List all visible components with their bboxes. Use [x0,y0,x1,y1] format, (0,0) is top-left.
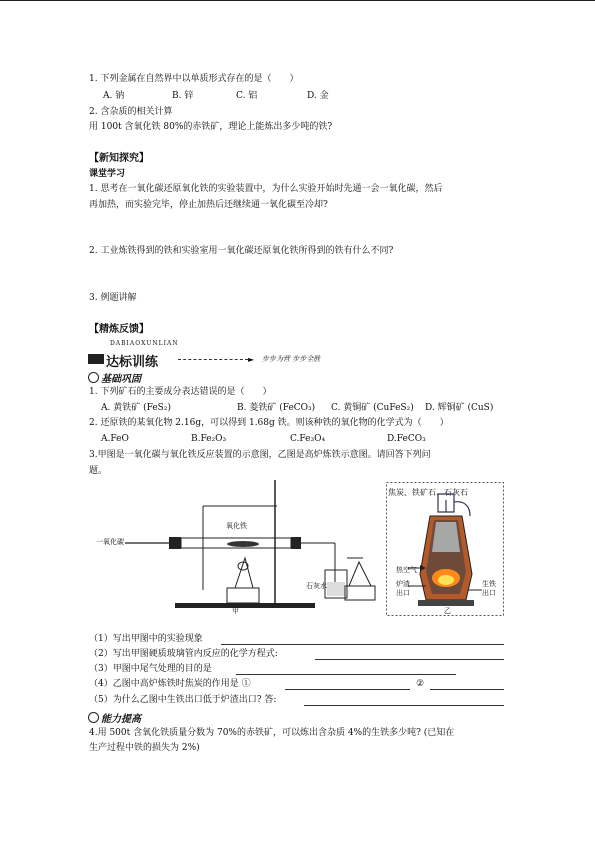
q1-option-a: A. 钠 [103,91,125,101]
nk-question-1-line1: 1. 思考在一氧化碳还原氧化铁的实验装置中，为什么实验开始时先通一会一氧化碳，然后 [89,184,443,194]
answer-line-4b[interactable] [430,689,504,690]
q3-sub-5: （5）为什么乙图中生铁出口低于炉渣出口? 答: [89,695,277,705]
new-knowledge-heading: 【新知探究】 [89,153,149,164]
label-hot-air: 热空气 [396,566,417,574]
fb-q1-option-c: C. 黄铜矿 (CuFeS₂) [331,403,414,413]
label-fig-yi: 乙 [444,607,451,615]
circle-two: ② [416,679,425,689]
label-slag-outlet: 炉渣出口 [396,580,410,597]
banner-title: 达标训练 [106,355,159,370]
fb-q2-option-a: A.FeO [101,434,129,444]
label-furnace-input: 焦炭、铁矿石、石灰石 [388,488,468,497]
arrow-right-icon: ► [248,355,255,364]
feedback-heading: 【精炼反馈】 [89,324,149,335]
basic-section-label: 基础巩固 [101,374,141,385]
answer-line-1[interactable] [221,644,504,645]
circle-icon [88,712,99,723]
nk-question-1-line2: 再加热，而实验完毕，停止加热后还继续通一氧化碳至冷却? [89,200,328,210]
q1-option-c: C. 铝 [236,91,258,101]
fb-question-2-text: 2. 还原铁的某氧化物 2.16g，可以得到 1.68g 铁。则该种铁的氧化物的化学式为（ ） [89,418,449,428]
fb-question-4-line2: 生产过程中铁的损失为 2%) [89,743,200,753]
label-limewater: 石灰水 [306,582,327,590]
fb-q1-option-a: A. 黄铁矿 (FeS₂) [101,403,171,413]
fb-q2-option-d: D.FeCO₃ [387,434,426,444]
banner-dashed-line [178,359,248,360]
q1-option-b: B. 锌 [172,91,194,101]
label-fig-jia: 甲 [232,607,239,615]
training-banner [88,340,334,370]
question-1-text: 1. 下列金属在自然界中以单质形式存在的是（ ） [89,74,299,84]
top-rule [0,0,595,1]
fb-question-4-line1: 4.用 500t 含氧化铁质量分数为 70%的赤铁矿，可以炼出含杂质 4%的生铁多少吨? (已知在 [89,728,455,738]
improve-section-tag [88,710,141,725]
class-study-subheading: 课堂学习 [89,169,126,179]
circle-icon [88,372,99,383]
answer-line-2[interactable] [315,659,504,660]
fb-q2-option-c: C.Fe₃O₄ [290,434,326,444]
nk-question-3: 3. 例题讲解 [89,293,137,303]
fb-question-1-text: 1. 下列矿石的主要成分表达错误的是（ ） [89,387,272,397]
basic-section-tag [88,370,141,385]
fb-q1-option-b: B. 菱铁矿 (FeCO₃) [237,403,316,413]
answer-line-4a[interactable] [285,689,410,690]
nk-question-2: 2. 工业炼铁得到的铁和实验室用一氧化碳还原氧化铁所得到的铁有什么不同? [89,246,394,256]
fb-question-3-line1: 3.甲图是一氧化碳与氧化铁反应装置的示意图，乙图是高炉炼铁示意图。请回答下列问 [89,450,431,460]
question-2-title: 2. 含杂质的相关计算 [89,107,173,117]
fb-q2-option-b: B.Fe₂O₃ [191,434,227,444]
question-2-text: 用 100t 含氧化铁 80%的赤铁矿，理论上能炼出多少吨的铁? [89,122,333,132]
q3-sub-4: （4）乙图中高炉炼铁时焦炭的作用是 ① [89,679,251,689]
label-pig-iron-outlet: 生铁出口 [482,580,496,597]
banner-pinyin: DABIAOXUNLIAN [110,340,179,347]
q1-option-d: D. 金 [307,91,329,101]
label-iron-oxide: 氧化铁 [226,522,247,530]
apparatus-figure-jia [95,478,380,620]
q3-sub-3: （3）甲图中尾气处理的目的是 [89,664,212,674]
banner-block-icon [88,354,104,364]
label-carbon-monoxide: 一氧化碳 [96,538,124,546]
banner-right-text: 步步为营 步步全胜 [262,355,321,363]
answer-line-3[interactable] [236,674,456,675]
q3-sub-2: （2）写出甲图硬质玻璃管内反应的化学方程式: [89,649,278,659]
fb-q1-option-d: D. 辉铜矿 (CuS) [425,403,494,413]
improve-section-label: 能力提高 [101,714,141,725]
fb-question-3-line2: 题。 [89,466,108,476]
answer-line-5[interactable] [304,705,504,706]
q3-sub-1: （1）写出甲图中的实验现象 [89,634,203,644]
